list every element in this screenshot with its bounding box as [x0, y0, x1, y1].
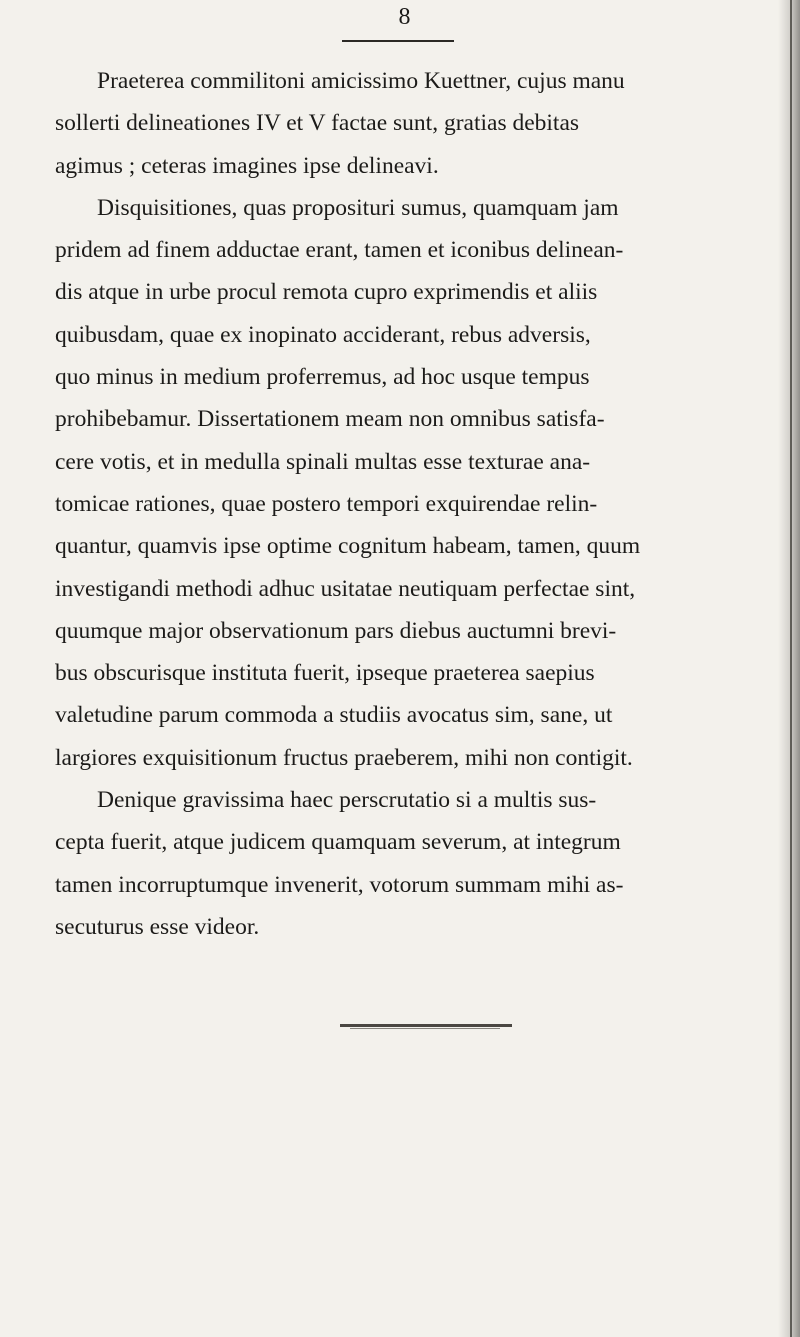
- text-line: pridem ad finem adductae erant, tamen et iconibus delinean-: [55, 237, 624, 264]
- text-line: Disquisitiones, quas proposituri sumus, quamquam jam: [97, 194, 619, 221]
- text-line: sollerti delineationes IV et V factae sunt, gratias debitas: [55, 110, 580, 137]
- header-rule: [342, 40, 454, 42]
- text-line: quantur, quamvis ipse optime cognitum habeam, tamen, quum: [55, 533, 641, 560]
- text-line: secuturus esse videor.: [55, 913, 260, 940]
- text-line: quo minus in medium proferremus, ad hoc usque tempus: [55, 364, 590, 391]
- text-line: bus obscurisque instituta fuerit, ipseque praeterea saepius: [55, 660, 595, 687]
- text-line: quumque major observationum pars diebus auctumni brevi-: [55, 617, 617, 644]
- page-number: 8: [398, 4, 412, 30]
- text-line: cere votis, et in medulla spinali multas esse texturae ana-: [55, 448, 591, 475]
- text-line: valetudine parum commoda a studiis avocatus sim, sane, ut: [55, 702, 613, 729]
- text-line: Praeterea commilitoni amicissimo Kuettner, cujus manu: [97, 68, 625, 94]
- text-line: tomicae rationes, quae postero tempori exquirendae relin-: [55, 490, 598, 517]
- text-line: largiores exquisitionum fructus praeberem, mihi non contigit.: [55, 744, 633, 771]
- paragraph-2: [55, 187, 770, 779]
- text-line: Denique gravissima haec perscrutatio si a multis sus-: [97, 787, 597, 814]
- text-line: prohibebamur. Dissertationem meam non omnibus satisfa-: [55, 406, 605, 433]
- text-line: cepta fuerit, atque judicem quamquam severum, at integrum: [55, 829, 621, 856]
- text-line: dis atque in urbe procul remota cupro exprimendis et aliis: [55, 279, 598, 306]
- page-edge-shadow: [778, 0, 800, 1337]
- text-line: tamen incorruptumque invenerit, votorum summam mihi as-: [55, 871, 624, 898]
- text-line: investigandi methodi adhuc usitatae neutiquam perfectae sint,: [55, 575, 636, 602]
- paragraph-3: [55, 779, 770, 948]
- body-text: [55, 60, 770, 948]
- text-line: quibusdam, quae ex inopinato acciderant, rebus adversis,: [55, 321, 591, 348]
- paragraph-1: [55, 60, 770, 187]
- footer-rule: [340, 1024, 512, 1027]
- text-line: agimus ; ceteras imagines ipse delineavi.: [55, 152, 439, 179]
- page-edge-line: [790, 0, 792, 1337]
- footer-rule-thin: [350, 1028, 500, 1029]
